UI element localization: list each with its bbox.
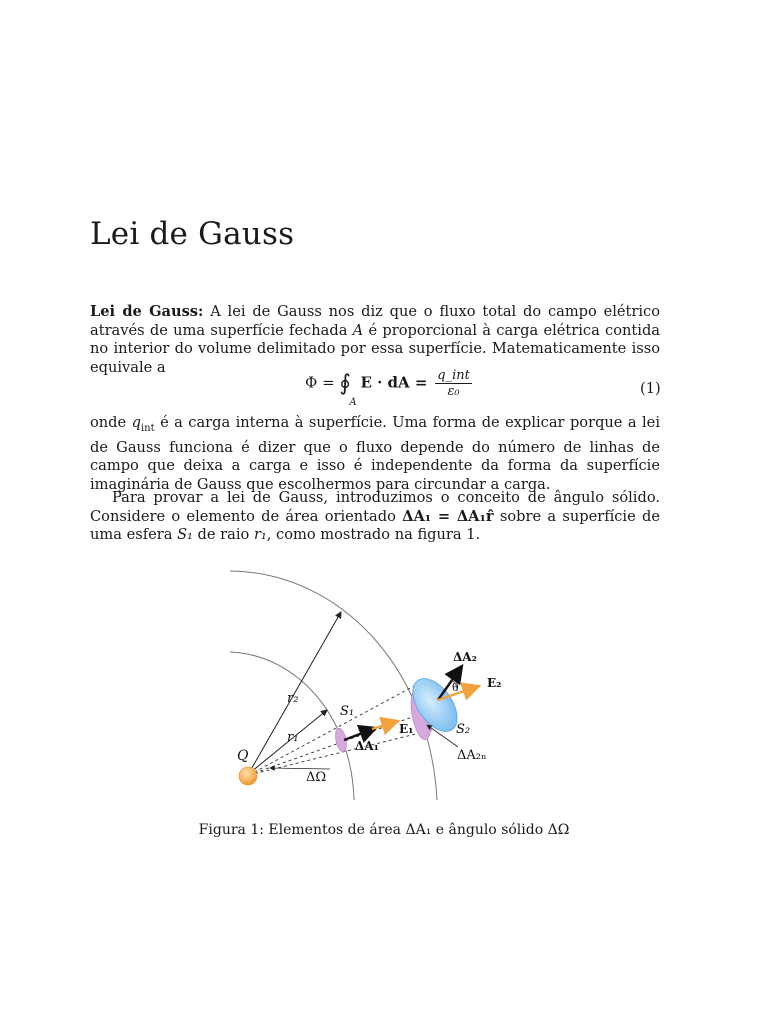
equation-lhs: Φ = [305,373,335,392]
label-dA2: ΔA₂ [453,650,477,664]
fraction-numerator: q_int [437,368,470,383]
label-r2: r₂ [287,691,299,706]
fraction-denominator: ε₀ [447,384,460,399]
label-S1: S₁ [340,704,355,719]
paragraph-text: é a carga interna à superfície. Uma forma de explicar porque a lei de Gauss funciona é dizer que o fluxo depende do número de linhas de campo que deixa a carga e isso é independente da forma da superfície imaginária de Gauss que escolhermos para circundar a carga. [90,414,660,493]
variable-q: q [131,414,141,431]
paragraph-lead: Lei de Gauss: [90,303,204,320]
label-r1: r₁ [287,730,299,745]
section-title: Lei de Gauss [90,216,295,252]
paragraph-gauss-law [90,303,660,377]
label-E2: E₂ [487,676,502,690]
equation-body [305,368,472,408]
integral-subscript: A [349,397,357,408]
vector-E1 [372,721,398,729]
label-dA1: ΔA₁ [355,739,379,753]
paragraph-text: onde [90,414,132,431]
equation-number: (1) [640,380,661,397]
paragraph-text: Para provar a lei de Gauss, introduzimos o conceito de ângulo sólido. Considere o elemento de área orientado [90,489,660,525]
variable-r1: r₁ [253,526,267,544]
variable-A: A [352,321,364,339]
paragraph-text: , como mostrado na figura 1. [266,526,481,544]
paragraph-solid-angle [90,489,660,545]
paragraph-text: de raio [192,526,254,544]
paragraph-text: A lei de Gauss nos diz que o fluxo total do campo elétrico através de uma superfície fechada [90,303,660,339]
point-charge [239,767,257,785]
variable-S1: S₁ [177,526,193,544]
label-theta: θ [452,681,459,694]
outer-sphere-arc [230,571,437,800]
variable-q-subscript: int [140,422,155,434]
paragraph-text: é proporcional à carga elétrica contida no interior do volume delimitado por essa superfície. Matematicamente isso equivale a [90,321,660,376]
paragraph-explanation [90,414,660,494]
equation-1 [0,368,768,412]
pointer-dOmega [270,768,330,769]
label-Q: Q [237,748,249,764]
figure-solid-angle [0,560,768,810]
label-S2: S₂ [456,722,471,737]
equation-fraction [435,368,472,399]
label-dA2n: ΔA₂ₙ [457,748,487,763]
math-area-element: ΔA₁ = ΔA₁r̂ [402,507,494,525]
figure-caption: Figura 1: Elementos de área ΔA₁ e ângulo sólido ΔΩ [198,822,570,838]
cone-line [249,715,418,775]
paragraph-text: sobre a superfície de uma esfera [90,507,660,544]
label-dOmega: ΔΩ [306,770,327,785]
closed-integral-symbol: ∮ A [339,371,357,408]
equation-integrand: E · dA = [360,373,428,392]
label-E1: E₁ [399,722,414,736]
